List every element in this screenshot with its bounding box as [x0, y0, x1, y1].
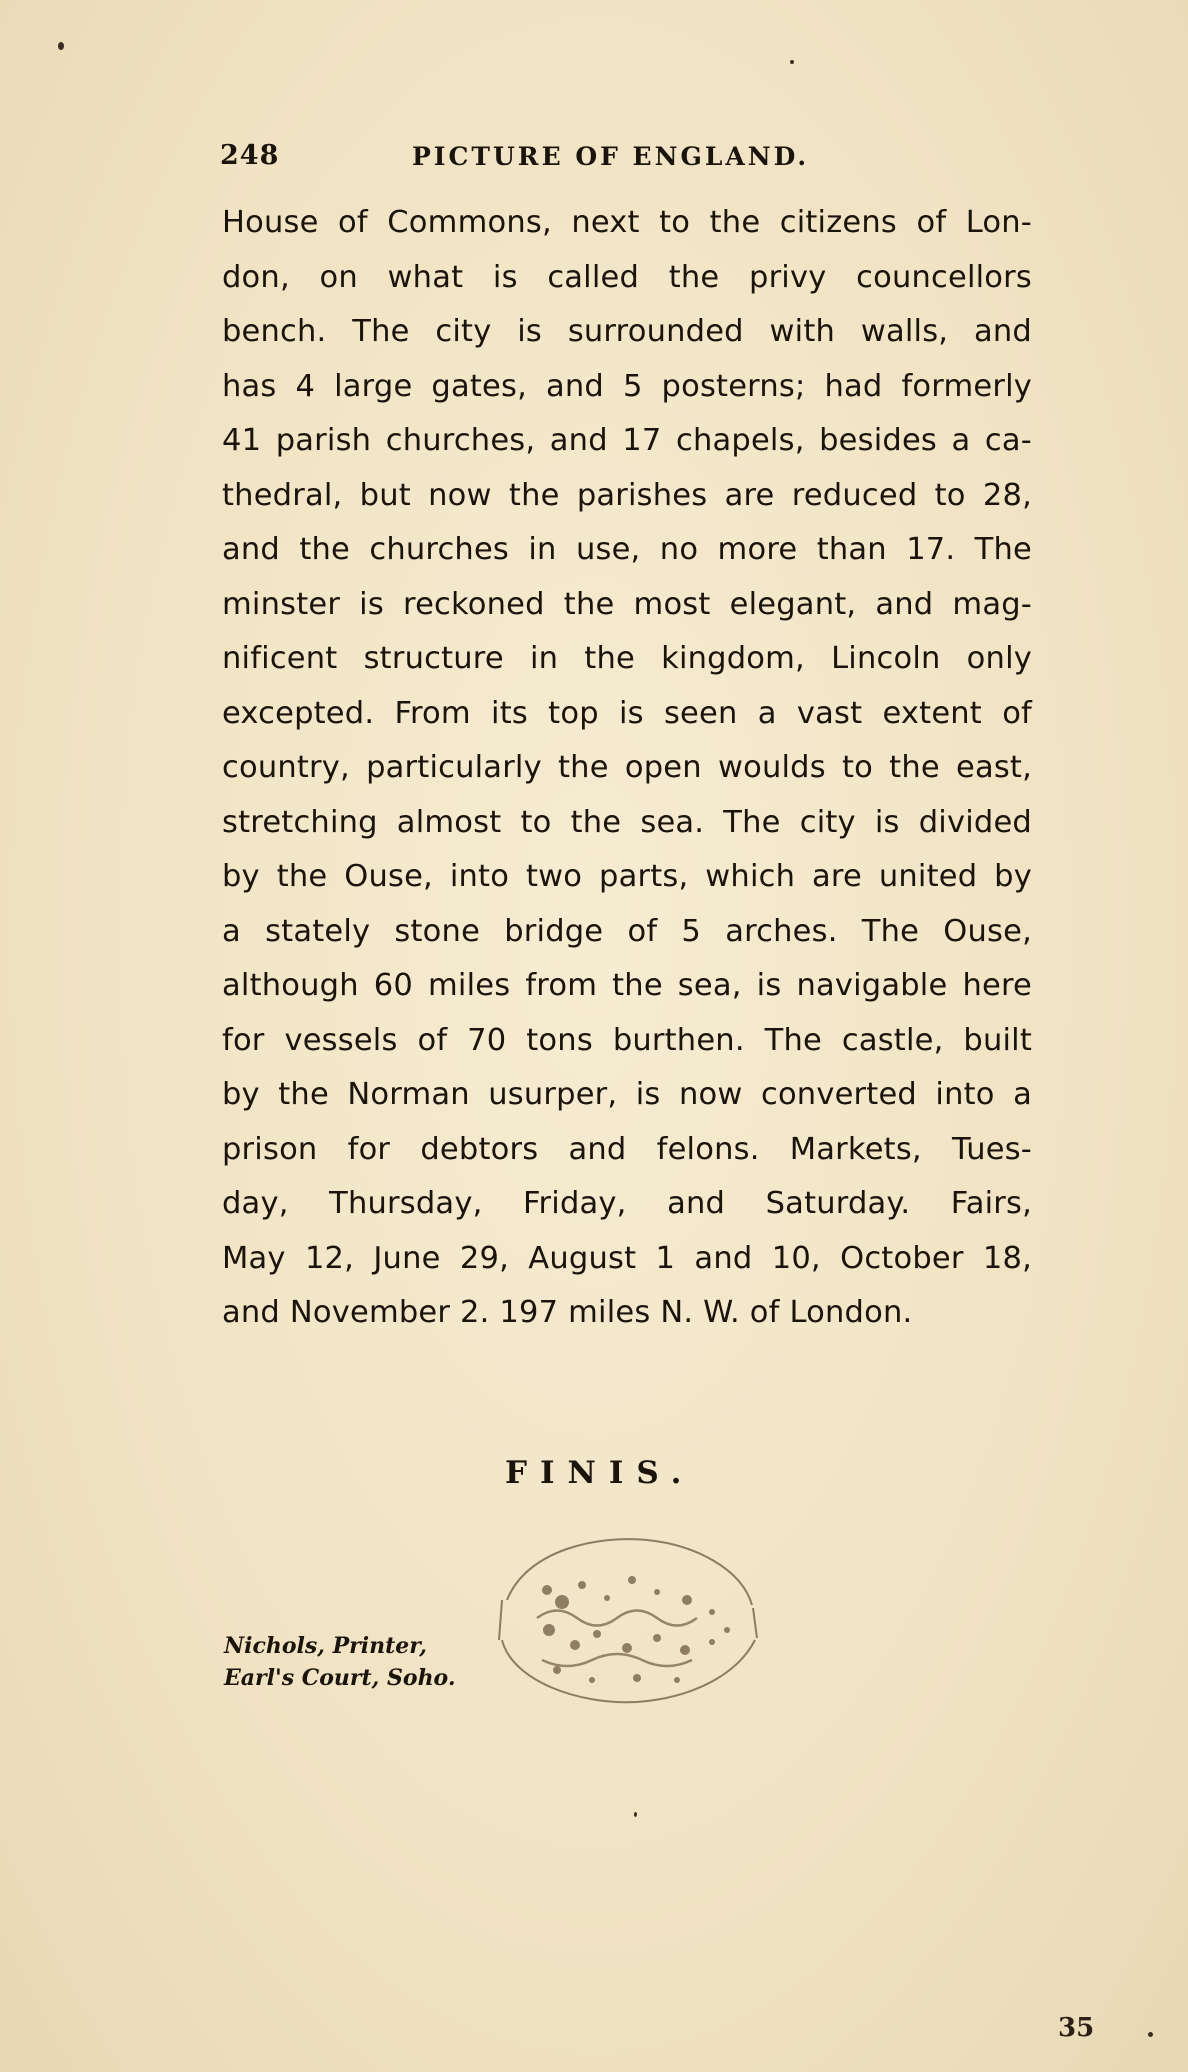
printer-name: Nichols, Printer, — [224, 1633, 427, 1659]
text-line: bench. The city is surrounded with walls, and — [222, 314, 1032, 349]
ink-speck — [58, 42, 64, 50]
text-line: a stately stone bridge of 5 arches. The Ouse, — [222, 913, 1032, 949]
text-line: thedral, but now the parishes are reduced to 28, — [222, 477, 1032, 513]
text-line: by the Ouse, into two parts, which are united by — [222, 859, 1032, 894]
text-line: don, on what is called the privy councellors — [222, 259, 1032, 295]
ink-speck — [790, 60, 794, 64]
ink-speck — [1148, 2032, 1153, 2037]
text-line: excepted. From its top is seen a vast extent of — [222, 695, 1032, 731]
text-line: day, Thursday, Friday, and Saturday. Fairs, — [222, 1186, 1032, 1221]
text-line: and the churches in use, no more than 17. The — [222, 532, 1032, 567]
running-title: PICTURE OF ENGLAND. — [412, 142, 810, 171]
text-line: minster is reckoned the most elegant, and mag- — [222, 586, 1032, 622]
text-line: has 4 large gates, and 5 posterns; had formerly — [222, 368, 1032, 404]
page-number: 248 — [220, 140, 280, 171]
page-header — [220, 140, 980, 180]
corner-mark: 35 — [1058, 2013, 1095, 2043]
text-line: nificent structure in the kingdom, Lincoln only — [222, 641, 1032, 676]
text-line: for vessels of 70 tons burthen. The castle, built — [222, 1022, 1032, 1058]
ink-speck — [634, 1812, 637, 1817]
text-line: country, particularly the open woulds to the east, — [222, 750, 1032, 785]
finis-heading: FINIS. — [505, 1455, 695, 1491]
text-line: by the Norman usurper, is now converted into a — [222, 1077, 1032, 1112]
printer-imprint — [224, 1630, 456, 1694]
text-line: and November 2. 197 miles N. W. of London. — [222, 1295, 913, 1330]
text-line: stretching almost to the sea. The city is divided — [222, 804, 1032, 840]
library-stamp-icon — [487, 1530, 767, 1710]
text-line: 41 parish churches, and 17 chapels, besides a ca- — [222, 423, 1032, 458]
printer-address: Earl's Court, Soho. — [224, 1665, 456, 1691]
body-text — [222, 196, 1032, 1341]
text-line: although 60 miles from the sea, is navigable here — [222, 968, 1032, 1003]
text-line: May 12, June 29, August 1 and 10, October 18, — [222, 1240, 1032, 1276]
text-line: House of Commons, next to the citizens of Lon- — [222, 205, 1032, 240]
text-line: prison for debtors and felons. Markets, Tues- — [222, 1131, 1032, 1167]
